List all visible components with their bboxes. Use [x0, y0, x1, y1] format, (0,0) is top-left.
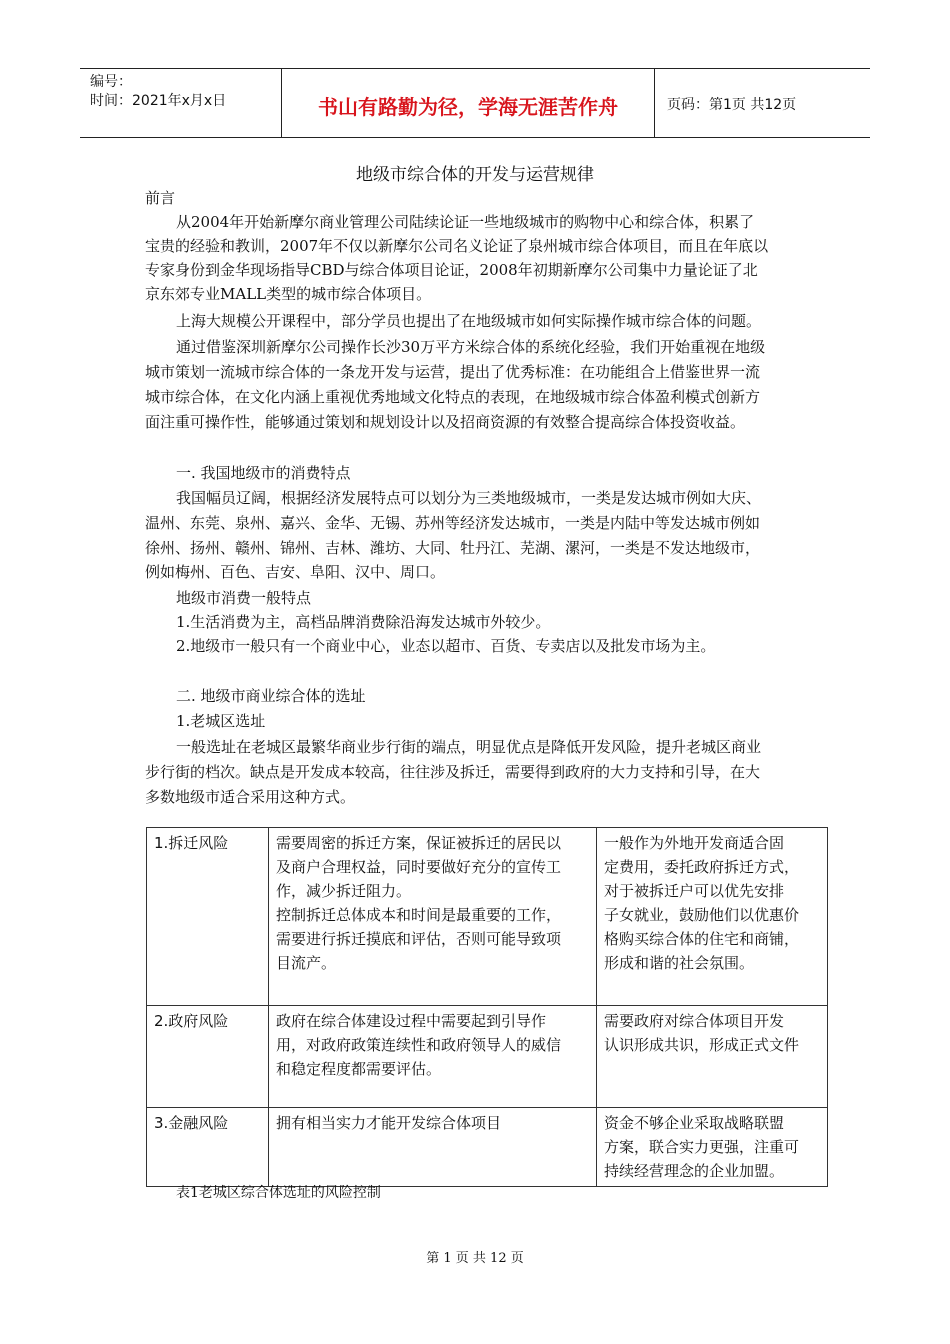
- table-row: [147, 1006, 828, 1108]
- cell-text: 需要进行拆迁摸底和评估，否则可能导致项: [276, 930, 562, 948]
- cell-text: 目流产。: [276, 954, 337, 972]
- page-header: [80, 68, 870, 138]
- risk-issue-cell: [269, 828, 597, 1006]
- risk-control-table: [146, 827, 828, 1187]
- table-caption: 表1老城区综合体选址的风险控制: [176, 1185, 381, 1201]
- preface-heading: 前言: [145, 189, 176, 207]
- paragraph-line: 温州、东莞、泉州、嘉兴、金华、无锡、苏州等经济发达城市，一类是内陆中等发达城市例如: [145, 514, 761, 532]
- paragraph-line: 从2004年开始新摩尔商业管理公司陆续论证一些地级城市的购物中心和综合体，积累了: [176, 213, 755, 231]
- cell-text: 2.政府风险: [154, 1012, 229, 1030]
- cell-text: 持续经营理念的企业加盟。: [604, 1162, 785, 1180]
- cell-text: 用，对政府政策连续性和政府领导人的威信: [276, 1036, 562, 1054]
- risk-measure-cell: [597, 1006, 828, 1108]
- cell-text: 作，减少拆迁阻力。: [276, 882, 412, 900]
- risk-type-cell: [147, 1108, 269, 1187]
- paragraph-line: 上海大规模公开课程中，部分学员也提出了在地级城市如何实际操作城市综合体的问题。: [176, 312, 762, 330]
- table-row: [147, 828, 828, 1006]
- paragraph-line: 例如梅州、百色、吉安、阜阳、汉中、周口。: [145, 563, 446, 581]
- paragraph-line: 一般选址在老城区最繁华商业步行街的端点，明显优点是降低开发风险，提升老城区商业: [176, 738, 762, 756]
- paragraph-line: 我国幅员辽阔，根据经济发展特点可以划分为三类地级城市，一类是发达城市例如大庆、: [176, 489, 762, 507]
- header-meta: [90, 73, 226, 111]
- cell-text: 形成和谐的社会氛围。: [604, 954, 755, 972]
- risk-issue-cell: [269, 1108, 597, 1187]
- cell-text: 一般作为外地开发商适合固: [604, 834, 785, 852]
- cell-text: 1.拆迁风险: [154, 834, 229, 852]
- cell-text: 认识形成共识，形成正式文件: [604, 1036, 800, 1054]
- header-page-info: 页码：第1页 共12页: [667, 97, 797, 113]
- document-title: 地级市综合体的开发与运营规律: [356, 165, 594, 185]
- cell-text: 和稳定程度都需要评估。: [276, 1060, 442, 1078]
- risk-type-cell: [147, 828, 269, 1006]
- risk-type-cell: [147, 1006, 269, 1108]
- subsection-heading: 1.老城区选址: [176, 712, 266, 730]
- risk-measure-cell: [597, 1108, 828, 1187]
- paragraph-line: 城市策划一流城市综合体的一条龙开发与运营，提出了优秀标准：在功能组合上借鉴世界一流: [145, 363, 761, 381]
- header-time: 时间：2021年x月x日: [90, 93, 227, 109]
- cell-text: 及商户合理权益，同时要做好充分的宣传工: [276, 858, 562, 876]
- cell-text: 3.金融风险: [154, 1114, 229, 1132]
- paragraph-line: 专家身份到金华现场指导CBD与综合体项目论证，2008年初期新摩尔公司集中力量论证了北: [145, 261, 758, 279]
- section-heading: 二. 地级市商业综合体的选址: [176, 687, 366, 705]
- risk-measure-cell: [597, 828, 828, 1006]
- cell-text: 控制拆迁总体成本和时间是最重要的工作，: [276, 906, 562, 924]
- page-footer: 第 1 页 共 12 页: [426, 1251, 524, 1266]
- section-heading: 一. 我国地级市的消费特点: [176, 464, 351, 482]
- paragraph-line: 通过借鉴深圳新摩尔公司操作长沙30万平方米综合体的系统化经验，我们开始重视在地级: [176, 338, 766, 356]
- header-divider: [654, 69, 655, 137]
- risk-issue-cell: [269, 1006, 597, 1108]
- paragraph-line: 面注重可操作性，能够通过策划和规划设计以及招商资源的有效整合提高综合体投资收益。: [145, 413, 746, 431]
- paragraph-line: 步行街的档次。缺点是开发成本较高，往往涉及拆迁，需要得到政府的大力支持和引导，在大: [145, 763, 761, 781]
- subsection-heading: 地级市消费一般特点: [176, 589, 312, 607]
- header-motto: 书山有路勤为径，学海无涯苦作舟: [318, 95, 618, 119]
- cell-text: 对于被拆迁户可以优先安排: [604, 882, 785, 900]
- paragraph-line: 京东郊专业MALL类型的城市综合体项目。: [145, 285, 432, 303]
- cell-text: 需要政府对综合体项目开发: [604, 1012, 785, 1030]
- paragraph-line: 徐州、扬州、赣州、锦州、吉林、潍坊、大同、牡丹江、芜湖、漯河，一类是不发达地级市，: [145, 539, 761, 557]
- cell-text: 政府在综合体建设过程中需要起到引导作: [276, 1012, 547, 1030]
- paragraph-line: 宝贵的经验和教训，2007年不仅以新摩尔公司名义论证了泉州城市综合体项目，而且在年底以: [145, 237, 769, 255]
- list-item: 1.生活消费为主，高档品牌消费除沿海发达城市外较少。: [176, 613, 551, 631]
- paragraph-line: 城市综合体，在文化内涵上重视优秀地域文化特点的表现，在地级城市综合体盈利模式创新方: [145, 388, 761, 406]
- cell-text: 方案，联合实力更强，注重可: [604, 1138, 800, 1156]
- cell-text: 资金不够企业采取战略联盟: [604, 1114, 785, 1132]
- cell-text: 子女就业，鼓励他们以优惠价: [604, 906, 800, 924]
- cell-text: 定费用，委托政府拆迁方式，: [604, 858, 800, 876]
- cell-text: 需要周密的拆迁方案，保证被拆迁的居民以: [276, 834, 562, 852]
- list-item: 2.地级市一般只有一个商业中心，业态以超市、百货、专卖店以及批发市场为主。: [176, 637, 716, 655]
- cell-text: 拥有相当实力才能开发综合体项目: [276, 1114, 502, 1132]
- header-number: 编号：: [90, 74, 132, 90]
- paragraph-line: 多数地级市适合采用这种方式。: [145, 788, 356, 806]
- table-row: [147, 1108, 828, 1187]
- cell-text: 格购买综合体的住宅和商铺，: [604, 930, 800, 948]
